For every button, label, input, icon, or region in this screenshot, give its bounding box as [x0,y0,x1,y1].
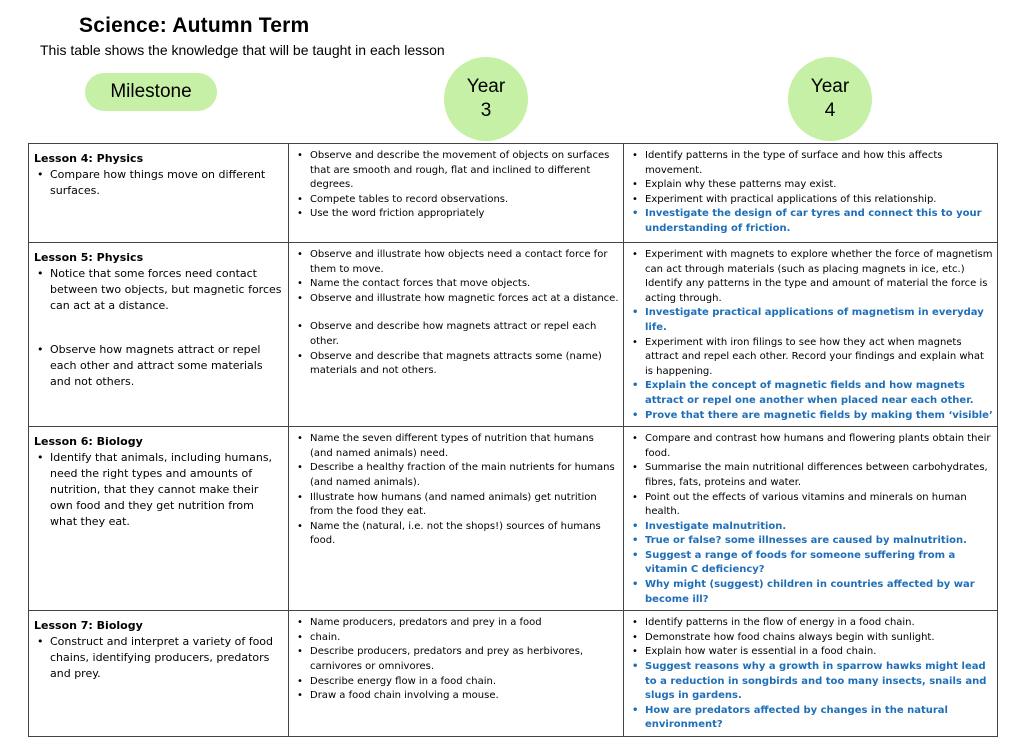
list-item: • Explain how water is essential in a food chain. [629,645,993,660]
lesson-table [28,143,998,737]
milestone-cell [29,427,289,611]
year-3-cell [289,243,624,427]
table-row [29,144,998,243]
list-item: • Experiment with practical applications of this relationship. [629,193,993,208]
year-4-cell [624,243,998,427]
list-item: • Describe a healthy fraction of the main nutrients for humans (and named animals). [294,461,619,490]
lesson-title: Lesson 4: Physics [34,152,144,165]
year-4-cell [624,427,998,611]
year-3-cell [289,611,624,737]
year-4-label: Year [810,76,850,97]
list-item: • Suggest a range of foods for someone suffering from a vitamin C deficiency? [629,549,993,578]
table-row [29,243,998,427]
list-item: • Name the (natural, i.e. not the shops!) sources of humans food. [294,520,619,549]
list-item: • Suggest reasons why a growth in sparrow hawks might lead to a reduction in songbirds and too many insects, snails and slugs in gardens. [629,660,993,704]
list-item: • Observe and describe how magnets attract or repel each other. [294,320,619,349]
list-item: • Identify that animals, including humans, need the right types and amounts of nutrition, that they cannot make their own food and they get nutrition from what they eat. [34,450,284,530]
list-item: • Name producers, predators and prey in a food [294,616,619,631]
list-item: • chain. [294,631,619,646]
year-3-badge [444,57,528,141]
list-item: • Identify patterns in the flow of energy in a food chain. [629,616,993,631]
list-item: • Draw a food chain involving a mouse. [294,689,619,704]
list-item: • Compare and contrast how humans and flowering plants obtain their food. [629,432,993,461]
page-title: Science: Autumn Term [79,14,310,37]
milestone-cell [29,243,289,427]
list-item: • Name the contact forces that move objects. [294,277,619,292]
milestone-badge: Milestone [85,73,217,111]
list-item: • Observe and describe the movement of objects on surfaces that are smooth and rough, flat and inclined to different degrees. [294,149,619,193]
lesson-title: Lesson 6: Biology [34,435,143,449]
list-item: • Explain the concept of magnetic fields and how magnets attract or repel one another when placed near each other. [629,379,993,408]
year-4-badge [788,57,872,141]
list-item: • Investigate practical applications of magnetism in everyday life. [629,306,993,335]
list-item: • Why might (suggest) children in countries affected by war become ill? [629,578,993,607]
year-3-number: 3 [480,100,492,121]
table-row [29,427,998,611]
list-item: • Use the word friction appropriately [294,207,619,222]
list-item: • Summarise the main nutritional differences between carbohydrates, fibres, fats, proteins and water. [629,461,993,490]
list-item: • Observe and illustrate how objects need a contact force for them to move. [294,248,619,277]
year-3-cell [289,144,624,243]
list-item: • Name the seven different types of nutrition that humans (and named animals) need. [294,432,619,461]
list-item: • Observe how magnets attract or repel each other and attract some materials and not others. [34,342,284,390]
list-item: • Point out the effects of various vitamins and minerals on human health. [629,491,993,520]
list-item: • Experiment with iron filings to see how they act when magnets attract and repel each other. Record your findings and explain what is happening. [629,336,993,380]
year-4-cell [624,144,998,243]
list-item: • Compare how things move on different surfaces. [34,167,284,199]
list-item: • Illustrate how humans (and named animals) get nutrition from the food they eat. [294,491,619,520]
page-subtitle: This table shows the knowledge that will be taught in each lesson [40,42,445,58]
list-item: • Construct and interpret a variety of food chains, identifying producers, predators and prey. [34,634,284,682]
list-item: • Describe producers, predators and prey as herbivores, carnivores or omnivores. [294,645,619,674]
list-item: • Experiment with magnets to explore whether the force of magnetism can act through materials (such as placing magnets in ice, etc.) Identify any patterns in the type and amount of material the force is acting through. [629,248,993,306]
table-row [29,611,998,737]
year-3-cell [289,427,624,611]
milestone-cell [29,144,289,243]
list-item: • Prove that there are magnetic fields by making them ‘visible’ [629,409,993,424]
list-item: • True or false? some illnesses are caused by malnutrition. [629,534,993,549]
list-item: • Demonstrate how food chains always begin with sunlight. [629,631,993,646]
list-item: • Explain why these patterns may exist. [629,178,993,193]
list-item: • Describe energy flow in a food chain. [294,675,619,690]
milestone-cell [29,611,289,737]
year-4-cell [624,611,998,737]
list-item: • Notice that some forces need contact between two objects, but magnetic forces can act at a distance. [34,266,284,314]
lesson-title: Lesson 5: Physics [34,251,144,264]
year-3-label: Year [466,76,506,97]
list-item: • Compete tables to record observations. [294,193,619,208]
list-item: • Investigate the design of car tyres and connect this to your understanding of friction. [629,207,993,236]
lesson-title: Lesson 7: Biology [34,619,143,633]
list-item: • Identify patterns in the type of surface and how this affects movement. [629,149,993,178]
list-item: • Investigate malnutrition. [629,520,993,535]
list-item: • Observe and illustrate how magnetic forces act at a distance. [294,292,619,307]
list-item: • How are predators affected by changes in the natural environment? [629,704,993,733]
year-4-number: 4 [824,100,836,121]
list-item: • Observe and describe that magnets attracts some (name) materials and not others. [294,350,619,379]
